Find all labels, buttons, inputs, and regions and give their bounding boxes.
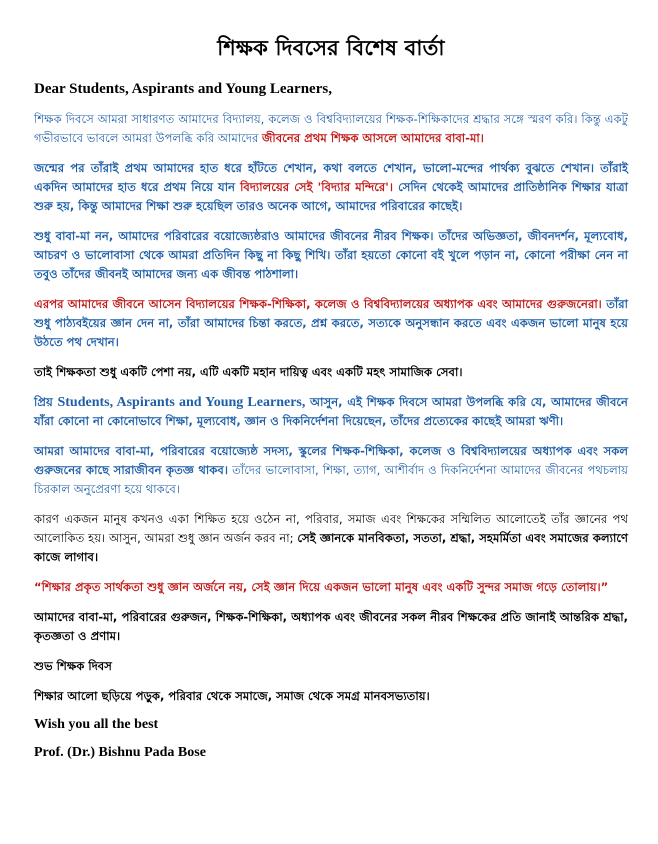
paragraph-6-lead: প্রিয়: [34, 395, 58, 409]
paragraph-8-text: কারণ একজন মানুষ কখনও একা শিক্ষিত হয়ে ওঠেন না, পরিবার, সমাজ এবং শিক্ষকের সম্মিলিত আলোতেই তাঁর জ্ঞানের পথ আলোকিত হয়। আসুন, আমরা শুধু জ্ঞান অর্জন করব না;: [34, 512, 628, 545]
paragraph-2-rest: সেদিন থেকেই আমাদের প্রাতিষ্ঠানিক শিক্ষার যাত্রা শুরু হয়, কিন্তু আমাদের শিক্ষা শুরু হয়েছিল তারও অনেক আগে, আমাদের পরিবারের কাছেই।: [34, 180, 629, 213]
paragraph-2: [34, 159, 628, 216]
paragraph-4: [34, 295, 628, 352]
paragraph-2-text: জন্মের পর তাঁরাই প্রথম আমাদের হাত ধরে হাঁটতে শেখান, কথা বলতে শেখান, ভালো-মন্দের পার্থক্য বুঝতে শেখান। তাঁরাই একদিন আমাদের হাত ধরে প্রথম নিয়ে যান: [34, 161, 628, 194]
paragraph-6-audience: Students, Aspirants and Young Learners,: [57, 395, 306, 410]
paragraph-8: [34, 510, 628, 567]
paragraph-10: শুভ শিক্ষক দিবস: [34, 659, 112, 673]
paragraph-2-highlight: বিদ্যালয়ের সেই 'বিদ্যার মন্দিরে'।: [240, 180, 394, 194]
paragraph-5: তাই শিক্ষকতা শুধু একটি পেশা নয়, এটি একটি মহান দায়িত্ব এবং একটি মহৎ সামাজিক সেবা।: [34, 365, 463, 379]
paragraph-11: শিক্ষার আলো ছড়িয়ে পড়ুক, পরিবার থেকে সমাজে, সমাজ থেকে সমগ্র মানবসভ্যতায়।: [34, 689, 430, 703]
paragraph-4-text: তাঁরা শুধু পাঠ্যবইয়ের জ্ঞান দেন না, তাঁরা আমাদের চিন্তা করতে, প্রশ্ন করতে, সত্যকে অনুসন্ধান করতে এবং একজন ভালো মানুষ হয়ে উঠতে পথ দেখান।: [34, 297, 628, 349]
paragraph-9: আমাদের বাবা-মা, পরিবারের গুরুজন, শিক্ষক-শিক্ষিকা, অধ্যাপক এবং জীবনের সকল নীরব শিক্ষকের প্রতি জানাই আন্তরিক শ্রদ্ধা, কৃতজ্ঞতা ও প্রণাম।: [34, 610, 628, 643]
paragraph-1-highlight: জীবনের প্রথম শিক্ষক আসলে আমাদের বাবা-মা।: [262, 131, 484, 145]
signature: Prof. (Dr.) Bishnu Pada Bose: [34, 745, 206, 760]
paragraph-3: শুধু বাবা-মা নন, আমাদের পরিবারের বয়োজ্যেষ্ঠরাও আমাদের জীবনের নীরব শিক্ষক। তাঁদের অভিজ্ঞতা, জীবনদর্শন, মূল্যবোধ, আচরণ ও ভালোবাসা থেকে আমরা প্রতিদিন কিছু না কিছু শিখি। তাঁরা হয়তো কোনো বই খুলে পড়ান না, কোনো পরীক্ষা নেন না তবুও তাঁদের জীবনই আমাদের জন্য এক জীবন্ত পাঠশালা।: [34, 229, 628, 281]
paragraph-6: [34, 393, 628, 431]
greeting: Dear Students, Aspirants and Young Learners,: [34, 81, 332, 97]
document-title: শিক্ষক দিবসের বিশেষ বার্তা: [217, 36, 445, 60]
paragraph-4-highlight: এরপর আমাদের জীবনে আসেন বিদ্যালয়ের শিক্ষক-শিক্ষিকা, কলেজ ও বিশ্ববিদ্যালয়ের অধ্যাপক এবং আমাদের গুরুজনেরা।: [34, 297, 602, 311]
paragraph-7-highlight: আমরা আমাদের বাবা-মা, পরিবারের বয়োজ্যেষ্ঠ সদস্য, স্কুলের শিক্ষক-শিক্ষিকা, কলেজ ও বিশ্ববিদ্যালয়ের অধ্যাপক এবং সকল গুরুজনের কাছে সারাজীবন কৃতজ্ঞ থাকব।: [34, 444, 628, 477]
paragraph-8-highlight: সেই জ্ঞানকে মানবিকতা, সততা, শ্রদ্ধা, সহমর্মিতা এবং সমাজের কল্যাণে কাজে লাগাব।: [34, 531, 628, 564]
quote: “শিক্ষার প্রকৃত সার্থকতা শুধু জ্ঞান অর্জনে নয়, সেই জ্ঞান দিয়ে একজন ভালো মানুষ এবং একটি সুন্দর সমাজ গড়ে তোলায়।”: [34, 580, 609, 594]
paragraph-6-text: আসুন, এই শিক্ষক দিবসে আমরা উপলব্ধি করি যে, আমাদের জীবনে যাঁরা কোনো না কোনোভাবে শিক্ষা, মূল্যবোধ, জ্ঞান ও দিকনির্দেশনা দিয়েছেন, তাঁদের প্রত্যেকের কাছেই আমরা ঋণী।: [34, 395, 628, 428]
paragraph-1: [34, 110, 628, 148]
wish-line: Wish you all the best: [34, 717, 159, 732]
paragraph-1-text: শিক্ষক দিবসে আমরা সাধারণত আমাদের বিদ্যালয়, কলেজ ও বিশ্ববিদ্যালয়ের শিক্ষক-শিক্ষিকাদের শ্রদ্ধার সঙ্গে স্মরণ করি। কিন্তু একটু গভীরভাবে ভাবলে আমরা উপলব্ধি করি আমাদের: [34, 112, 628, 145]
paragraph-7-text: তাঁদের ভালোবাসা, শিক্ষা, ত্যাগ, আশীর্বাদ ও দিকনির্দেশনা আমাদের জীবনের পথচলায় চিরকাল অনুপ্রেরণা হয়ে থাকবে।: [34, 463, 628, 496]
paragraph-7: [34, 442, 628, 499]
